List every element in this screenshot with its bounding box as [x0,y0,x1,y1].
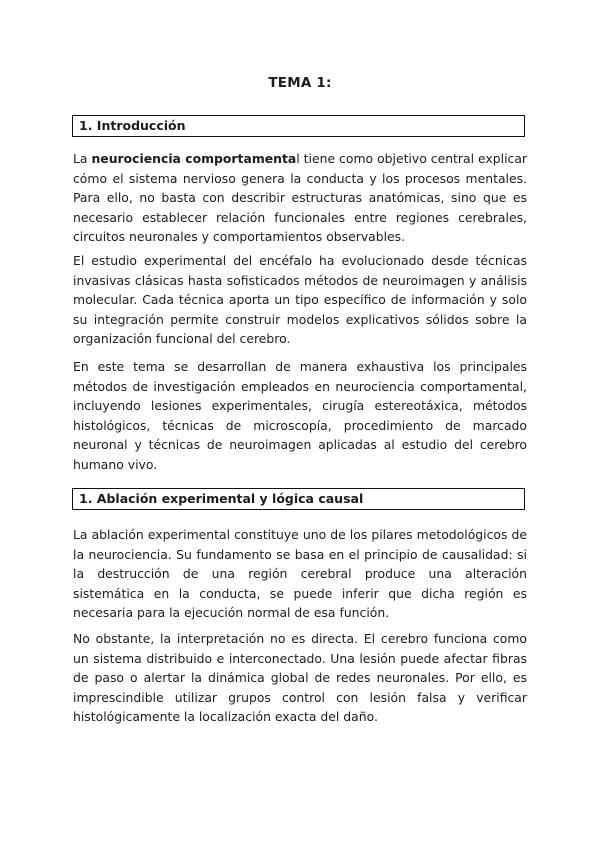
section-heading-introduccion: 1. Introducción [72,115,525,137]
document-title: TEMA 1: [268,75,332,91]
section-heading-ablacion: 1. Ablación experimental y lógica causal [72,488,525,510]
paragraph-intro-2: El estudio experimental del encéfalo ha evolucionado desde técnicas invasivas clásicas hasta sofisticados métodos de neuroimagen y análisis molecular. Cada técnica aporta un tipo específico de información y solo su integración permite construir modelos explicativos sólidos sobre la organización funcional del cerebro. [73,253,527,346]
paragraph-intro-3: En este tema se desarrollan de manera exhaustiva los principales métodos de investigación empleados en neurociencia comportamental, incluyendo lesiones experimentales, cirugía estereotáxica, métodos histológicos, técnicas de microscopía, procedimiento de marcado neuronal y técnicas de neuroimagen aplicadas al estudio del cerebro humano vivo. [73,359,527,472]
paragraph-intro-1 [73,149,527,247]
paragraph-ablacion-1: La ablación experimental constituye uno de los pilares metodológicos de la neurociencia. Su fundamento se basa en el principio de causalidad: si la destrucción de una región cerebral produce una alteración sistemática en la conducta, se puede inferir que dicha región es necesaria para la ejecución normal de esa función. [73,527,527,620]
paragraph-ablacion-2: No obstante, la interpretación no es directa. El cerebro funciona como un sistema distribuido e interconectado. Una lesión puede afectar fibras de paso o alertar la dinámica global de redes neuronales. Por ello, es imprescindible utilizar grupos control con lesión falsa y verificar histológicamente la localización exacta del daño. [73,631,527,724]
paragraph-suffix: l tiene como objetivo central explicar cómo el sistema nervioso genera la conducta y los procesos mentales. Para ello, no basta con describir estructuras anatómicas, sino que es necesario establecer relación funcionales entre regiones cerebrales, circuitos neuronales y comportamientos observables. [73,151,528,244]
paragraph-prefix: La [73,151,92,166]
bold-term: neurociencia comportamenta [91,151,297,166]
